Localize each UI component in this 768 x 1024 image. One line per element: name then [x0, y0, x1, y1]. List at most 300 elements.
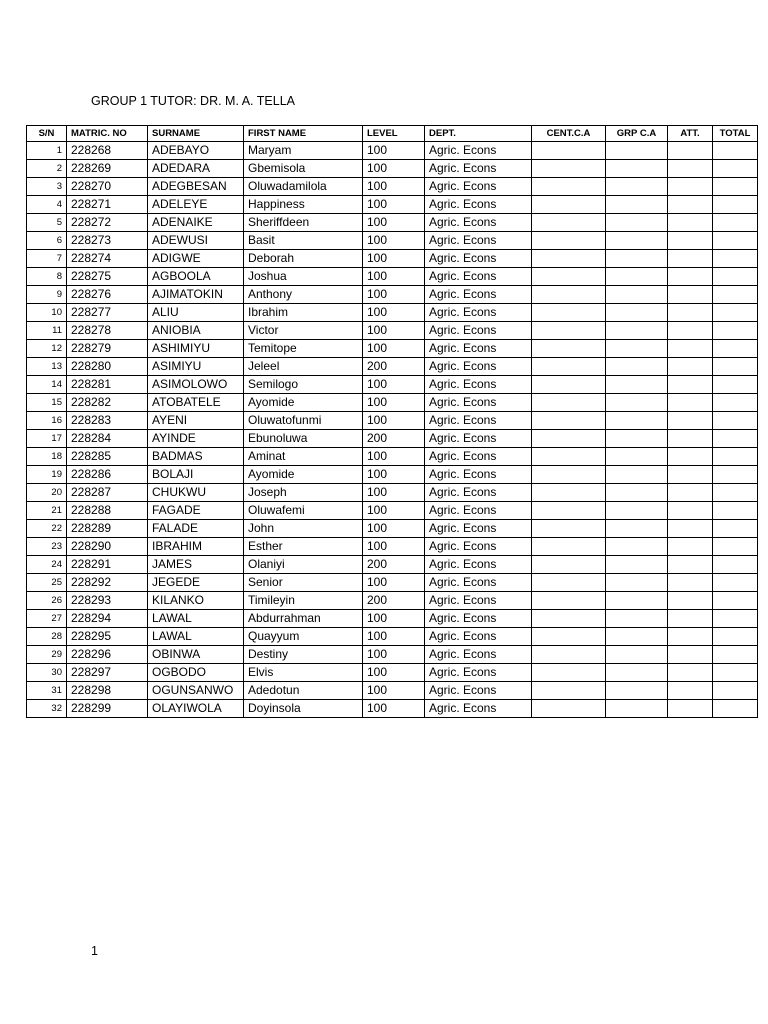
cell-sn: 17 [27, 430, 67, 448]
cell-level: 100 [363, 214, 425, 232]
column-header-matric-no: MATRIC. NO [67, 126, 148, 142]
cell-total [713, 502, 758, 520]
cell-surname: OGBODO [148, 664, 244, 682]
cell-total [713, 448, 758, 466]
cell-att [668, 466, 713, 484]
column-header-att: ATT. [668, 126, 713, 142]
cell-att [668, 412, 713, 430]
cell-matric-no: 228297 [67, 664, 148, 682]
cell-first-name: Oluwafemi [244, 502, 363, 520]
column-header-dept: DEPT. [425, 126, 532, 142]
cell-level: 100 [363, 664, 425, 682]
cell-matric-no: 228271 [67, 196, 148, 214]
cell-cent-ca [532, 160, 606, 178]
cell-surname: IBRAHIM [148, 538, 244, 556]
cell-cent-ca [532, 646, 606, 664]
cell-first-name: Anthony [244, 286, 363, 304]
cell-cent-ca [532, 304, 606, 322]
table-row [27, 196, 758, 214]
cell-att [668, 484, 713, 502]
cell-dept: Agric. Econs [425, 646, 532, 664]
cell-matric-no: 228268 [67, 142, 148, 160]
cell-matric-no: 228275 [67, 268, 148, 286]
cell-att [668, 448, 713, 466]
table-row [27, 394, 758, 412]
table-header-row [27, 126, 758, 142]
cell-cent-ca [532, 610, 606, 628]
cell-matric-no: 228291 [67, 556, 148, 574]
cell-matric-no: 228289 [67, 520, 148, 538]
cell-total [713, 556, 758, 574]
cell-att [668, 520, 713, 538]
cell-dept: Agric. Econs [425, 700, 532, 718]
cell-level: 100 [363, 448, 425, 466]
cell-cent-ca [532, 448, 606, 466]
cell-matric-no: 228287 [67, 484, 148, 502]
cell-grp-ca [606, 232, 668, 250]
cell-sn: 24 [27, 556, 67, 574]
cell-att [668, 142, 713, 160]
cell-surname: OLAYIWOLA [148, 700, 244, 718]
cell-level: 100 [363, 682, 425, 700]
cell-grp-ca [606, 448, 668, 466]
cell-first-name: Quayyum [244, 628, 363, 646]
cell-cent-ca [532, 142, 606, 160]
cell-total [713, 214, 758, 232]
cell-sn: 28 [27, 628, 67, 646]
cell-dept: Agric. Econs [425, 214, 532, 232]
cell-total [713, 430, 758, 448]
cell-grp-ca [606, 484, 668, 502]
cell-surname: LAWAL [148, 628, 244, 646]
cell-total [713, 286, 758, 304]
cell-total [713, 574, 758, 592]
cell-surname: AGBOOLA [148, 268, 244, 286]
cell-level: 100 [363, 484, 425, 502]
cell-grp-ca [606, 322, 668, 340]
cell-matric-no: 228293 [67, 592, 148, 610]
cell-dept: Agric. Econs [425, 160, 532, 178]
cell-grp-ca [606, 250, 668, 268]
cell-att [668, 592, 713, 610]
cell-grp-ca [606, 160, 668, 178]
cell-total [713, 412, 758, 430]
cell-surname: AYENI [148, 412, 244, 430]
student-roster-table [26, 125, 758, 718]
cell-matric-no: 228295 [67, 628, 148, 646]
cell-level: 100 [363, 520, 425, 538]
cell-sn: 10 [27, 304, 67, 322]
cell-first-name: Ebunoluwa [244, 430, 363, 448]
cell-cent-ca [532, 628, 606, 646]
cell-first-name: Temitope [244, 340, 363, 358]
cell-dept: Agric. Econs [425, 628, 532, 646]
cell-sn: 32 [27, 700, 67, 718]
column-header-total: TOTAL [713, 126, 758, 142]
cell-cent-ca [532, 340, 606, 358]
cell-total [713, 376, 758, 394]
cell-att [668, 178, 713, 196]
cell-dept: Agric. Econs [425, 250, 532, 268]
cell-first-name: Jeleel [244, 358, 363, 376]
cell-total [713, 520, 758, 538]
table-row [27, 358, 758, 376]
cell-surname: ADEWUSI [148, 232, 244, 250]
cell-total [713, 232, 758, 250]
cell-cent-ca [532, 394, 606, 412]
cell-matric-no: 228283 [67, 412, 148, 430]
cell-dept: Agric. Econs [425, 574, 532, 592]
cell-sn: 12 [27, 340, 67, 358]
cell-cent-ca [532, 502, 606, 520]
cell-att [668, 538, 713, 556]
cell-surname: AYINDE [148, 430, 244, 448]
cell-level: 200 [363, 358, 425, 376]
cell-att [668, 358, 713, 376]
cell-cent-ca [532, 250, 606, 268]
table-row [27, 700, 758, 718]
cell-grp-ca [606, 556, 668, 574]
cell-first-name: Gbemisola [244, 160, 363, 178]
cell-surname: ADELEYE [148, 196, 244, 214]
cell-att [668, 196, 713, 214]
table-body [27, 142, 758, 718]
cell-level: 100 [363, 304, 425, 322]
cell-total [713, 322, 758, 340]
cell-grp-ca [606, 502, 668, 520]
cell-grp-ca [606, 538, 668, 556]
table-row [27, 682, 758, 700]
cell-surname: FAGADE [148, 502, 244, 520]
cell-matric-no: 228299 [67, 700, 148, 718]
cell-first-name: Ayomide [244, 394, 363, 412]
table-row [27, 538, 758, 556]
cell-level: 100 [363, 268, 425, 286]
cell-level: 100 [363, 142, 425, 160]
cell-matric-no: 228292 [67, 574, 148, 592]
cell-matric-no: 228296 [67, 646, 148, 664]
cell-sn: 30 [27, 664, 67, 682]
cell-matric-no: 228278 [67, 322, 148, 340]
cell-grp-ca [606, 268, 668, 286]
cell-matric-no: 228284 [67, 430, 148, 448]
table-row [27, 268, 758, 286]
cell-grp-ca [606, 520, 668, 538]
cell-dept: Agric. Econs [425, 682, 532, 700]
cell-total [713, 142, 758, 160]
cell-first-name: Doyinsola [244, 700, 363, 718]
cell-matric-no: 228276 [67, 286, 148, 304]
cell-att [668, 160, 713, 178]
table-row [27, 430, 758, 448]
cell-total [713, 340, 758, 358]
cell-total [713, 664, 758, 682]
cell-level: 200 [363, 556, 425, 574]
cell-att [668, 700, 713, 718]
cell-sn: 19 [27, 466, 67, 484]
cell-dept: Agric. Econs [425, 376, 532, 394]
cell-surname: ADEDARA [148, 160, 244, 178]
cell-level: 100 [363, 610, 425, 628]
cell-grp-ca [606, 340, 668, 358]
cell-grp-ca [606, 574, 668, 592]
cell-att [668, 322, 713, 340]
table-row [27, 628, 758, 646]
cell-dept: Agric. Econs [425, 556, 532, 574]
cell-total [713, 358, 758, 376]
cell-sn: 18 [27, 448, 67, 466]
column-header-grp-ca: GRP C.A [606, 126, 668, 142]
table-row [27, 484, 758, 502]
table-row [27, 340, 758, 358]
column-header-first-name: FIRST NAME [244, 126, 363, 142]
cell-grp-ca [606, 610, 668, 628]
cell-cent-ca [532, 520, 606, 538]
table-row [27, 178, 758, 196]
cell-grp-ca [606, 646, 668, 664]
cell-first-name: Esther [244, 538, 363, 556]
cell-matric-no: 228277 [67, 304, 148, 322]
cell-sn: 1 [27, 142, 67, 160]
cell-grp-ca [606, 304, 668, 322]
cell-surname: ADEGBESAN [148, 178, 244, 196]
cell-first-name: Maryam [244, 142, 363, 160]
cell-matric-no: 228294 [67, 610, 148, 628]
cell-sn: 27 [27, 610, 67, 628]
cell-total [713, 646, 758, 664]
cell-grp-ca [606, 592, 668, 610]
cell-matric-no: 228298 [67, 682, 148, 700]
table-row [27, 232, 758, 250]
cell-surname: CHUKWU [148, 484, 244, 502]
cell-dept: Agric. Econs [425, 358, 532, 376]
cell-grp-ca [606, 196, 668, 214]
cell-surname: ASIMIYU [148, 358, 244, 376]
cell-cent-ca [532, 592, 606, 610]
cell-matric-no: 228288 [67, 502, 148, 520]
table-row [27, 250, 758, 268]
cell-first-name: Ayomide [244, 466, 363, 484]
cell-matric-no: 228272 [67, 214, 148, 232]
cell-att [668, 214, 713, 232]
cell-level: 100 [363, 538, 425, 556]
cell-dept: Agric. Econs [425, 430, 532, 448]
cell-surname: ADEBAYO [148, 142, 244, 160]
cell-total [713, 160, 758, 178]
table-row [27, 574, 758, 592]
cell-matric-no: 228290 [67, 538, 148, 556]
cell-cent-ca [532, 268, 606, 286]
cell-grp-ca [606, 286, 668, 304]
cell-total [713, 268, 758, 286]
cell-level: 100 [363, 232, 425, 250]
cell-level: 100 [363, 340, 425, 358]
cell-surname: ASHIMIYU [148, 340, 244, 358]
cell-first-name: Elvis [244, 664, 363, 682]
cell-first-name: Adedotun [244, 682, 363, 700]
cell-grp-ca [606, 412, 668, 430]
cell-dept: Agric. Econs [425, 412, 532, 430]
cell-surname: ANIOBIA [148, 322, 244, 340]
cell-sn: 6 [27, 232, 67, 250]
page-title: GROUP 1 TUTOR: DR. M. A. TELLA [91, 94, 295, 108]
cell-cent-ca [532, 286, 606, 304]
cell-matric-no: 228286 [67, 466, 148, 484]
cell-surname: FALADE [148, 520, 244, 538]
cell-sn: 20 [27, 484, 67, 502]
cell-dept: Agric. Econs [425, 448, 532, 466]
cell-matric-no: 228280 [67, 358, 148, 376]
cell-first-name: Ibrahim [244, 304, 363, 322]
cell-sn: 13 [27, 358, 67, 376]
cell-dept: Agric. Econs [425, 520, 532, 538]
cell-level: 100 [363, 574, 425, 592]
cell-grp-ca [606, 466, 668, 484]
cell-att [668, 430, 713, 448]
cell-matric-no: 228269 [67, 160, 148, 178]
table-row [27, 592, 758, 610]
cell-att [668, 610, 713, 628]
cell-dept: Agric. Econs [425, 502, 532, 520]
cell-level: 100 [363, 322, 425, 340]
cell-att [668, 502, 713, 520]
cell-att [668, 574, 713, 592]
cell-first-name: Victor [244, 322, 363, 340]
cell-level: 100 [363, 286, 425, 304]
cell-first-name: Joshua [244, 268, 363, 286]
cell-surname: ALIU [148, 304, 244, 322]
column-header-sn: S/N [27, 126, 67, 142]
table-row [27, 160, 758, 178]
cell-matric-no: 228279 [67, 340, 148, 358]
cell-total [713, 484, 758, 502]
cell-first-name: Semilogo [244, 376, 363, 394]
cell-att [668, 682, 713, 700]
cell-sn: 25 [27, 574, 67, 592]
cell-first-name: Oluwadamilola [244, 178, 363, 196]
cell-total [713, 394, 758, 412]
cell-cent-ca [532, 430, 606, 448]
cell-grp-ca [606, 700, 668, 718]
cell-sn: 4 [27, 196, 67, 214]
cell-cent-ca [532, 196, 606, 214]
cell-cent-ca [532, 556, 606, 574]
cell-cent-ca [532, 574, 606, 592]
cell-dept: Agric. Econs [425, 286, 532, 304]
cell-dept: Agric. Econs [425, 484, 532, 502]
cell-dept: Agric. Econs [425, 340, 532, 358]
cell-dept: Agric. Econs [425, 178, 532, 196]
cell-total [713, 628, 758, 646]
cell-surname: KILANKO [148, 592, 244, 610]
cell-surname: ADENAIKE [148, 214, 244, 232]
table-row [27, 412, 758, 430]
column-header-surname: SURNAME [148, 126, 244, 142]
page-number: 1 [91, 944, 98, 958]
cell-matric-no: 228281 [67, 376, 148, 394]
cell-cent-ca [532, 664, 606, 682]
cell-surname: OBINWA [148, 646, 244, 664]
cell-first-name: Senior [244, 574, 363, 592]
cell-cent-ca [532, 358, 606, 376]
table-row [27, 322, 758, 340]
table-row [27, 286, 758, 304]
cell-total [713, 178, 758, 196]
cell-grp-ca [606, 142, 668, 160]
cell-sn: 8 [27, 268, 67, 286]
cell-total [713, 610, 758, 628]
cell-att [668, 286, 713, 304]
cell-level: 100 [363, 160, 425, 178]
cell-surname: AJIMATOKIN [148, 286, 244, 304]
cell-sn: 26 [27, 592, 67, 610]
cell-total [713, 592, 758, 610]
cell-total [713, 304, 758, 322]
cell-matric-no: 228270 [67, 178, 148, 196]
cell-surname: JAMES [148, 556, 244, 574]
cell-grp-ca [606, 682, 668, 700]
cell-surname: BOLAJI [148, 466, 244, 484]
cell-att [668, 664, 713, 682]
cell-level: 100 [363, 412, 425, 430]
cell-cent-ca [532, 538, 606, 556]
table-row [27, 304, 758, 322]
cell-matric-no: 228282 [67, 394, 148, 412]
cell-level: 100 [363, 502, 425, 520]
cell-surname: ADIGWE [148, 250, 244, 268]
cell-sn: 23 [27, 538, 67, 556]
cell-level: 100 [363, 700, 425, 718]
cell-dept: Agric. Econs [425, 664, 532, 682]
cell-att [668, 556, 713, 574]
cell-dept: Agric. Econs [425, 232, 532, 250]
table-row [27, 142, 758, 160]
cell-level: 100 [363, 250, 425, 268]
cell-sn: 3 [27, 178, 67, 196]
cell-att [668, 232, 713, 250]
table-row [27, 556, 758, 574]
cell-dept: Agric. Econs [425, 538, 532, 556]
cell-surname: ATOBATELE [148, 394, 244, 412]
cell-first-name: Oluwatofunmi [244, 412, 363, 430]
cell-att [668, 376, 713, 394]
cell-att [668, 250, 713, 268]
cell-level: 100 [363, 178, 425, 196]
cell-surname: BADMAS [148, 448, 244, 466]
cell-sn: 2 [27, 160, 67, 178]
cell-dept: Agric. Econs [425, 592, 532, 610]
cell-dept: Agric. Econs [425, 196, 532, 214]
cell-sn: 16 [27, 412, 67, 430]
cell-first-name: Joseph [244, 484, 363, 502]
cell-sn: 15 [27, 394, 67, 412]
cell-first-name: Olaniyi [244, 556, 363, 574]
cell-total [713, 700, 758, 718]
cell-dept: Agric. Econs [425, 466, 532, 484]
column-header-cent-ca: CENT.C.A [532, 126, 606, 142]
cell-first-name: Basit [244, 232, 363, 250]
cell-sn: 21 [27, 502, 67, 520]
cell-first-name: John [244, 520, 363, 538]
cell-level: 200 [363, 592, 425, 610]
cell-first-name: Deborah [244, 250, 363, 268]
cell-att [668, 340, 713, 358]
cell-grp-ca [606, 664, 668, 682]
cell-dept: Agric. Econs [425, 142, 532, 160]
cell-total [713, 196, 758, 214]
table-row [27, 448, 758, 466]
cell-level: 100 [363, 646, 425, 664]
